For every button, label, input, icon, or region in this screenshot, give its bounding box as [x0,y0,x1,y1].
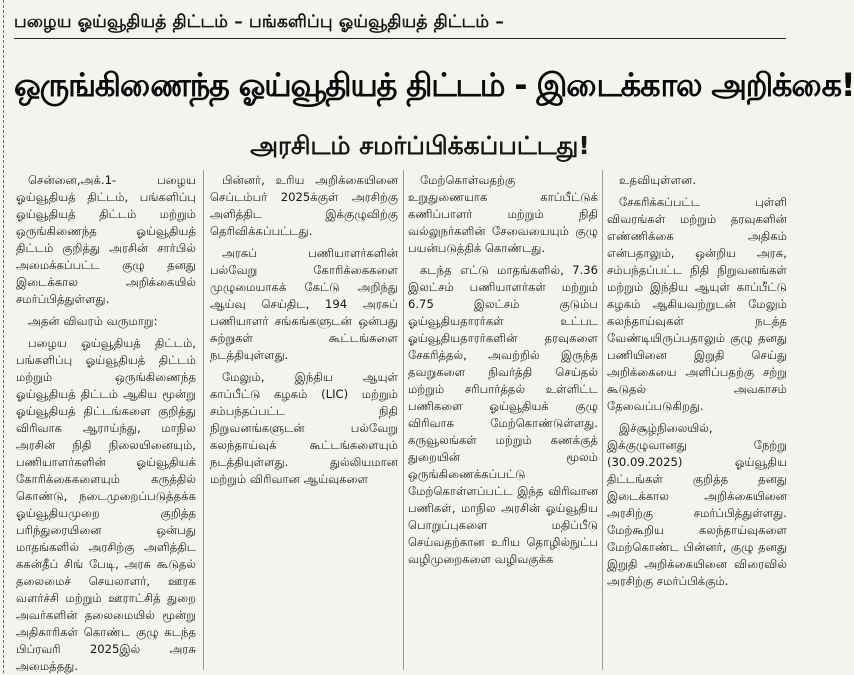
page-edge-dashes [3,0,4,673]
paragraph: சென்னை,அக்.1- பழைய ஓய்வூதியத் திட்டம், பங்களிப்பு ஓய்வூதியத் திட்டம் மற்றும் ஒருங்கிணைந்த ஓய்வூதியத் திட்டம் குறித்து அரசின் சார்பில் அமைக்கப்பட்ட குழு தனது இடைக்கால அறிக்கையில் சமர்ப்பித்துள்ளது. [16,173,196,306]
article-column-4 [607,172,787,662]
article-column-2 [210,172,398,662]
paragraph: பின்னர், உரிய அறிக்கையினை செப்டம்பர் 2025க்குள் அரசிற்கு அளித்திட இக்குழுவிற்கு தெரிவிக்கப்பட்டது. [210,173,398,238]
paragraph: உதவியுள்ளன. [619,173,697,187]
paragraph: அரசுப் பணியாளர்களின் பல்வேறு கோரிக்கைகளை முழுமையாகக் கேட்டு அறிந்து ஆய்வு செய்திட, 194 அரசுப் பணியாளர் சங்கங்களுடன் ஒன்பது சுற்றுகள் கூட்டங்களை நடத்தியுள்ளது. [210,246,398,362]
paragraph: கடந்த எட்டு மாதங்களில், 7.36 இலட்சம் பணியாளர்கள் மற்றும் 6.75 இலட்சம் குடும்ப ஓய்வூதியதாரர்கள் உட்பட ஓய்வூதியதாரர்களின் தரவுகளை சேகரித்தல், அவற்றில் இருந்த தவறுகளை நிவர்த்தி செய்தல் மற்றும் சரிபார்த்தல் உள்ளிட்ட பணிகளை ஓய்வூதியக் குழு விரிவாக மேற்கொண்டுள்ளது. கருவூலங்கள் மற்றும் கணக்குத் துறையின் மூலம் ஒருங்கிணைக்கப்பட்டு மேற்கொள்ளப்பட்ட இந்த விரிவான பணிகள், மாநில அரசின் ஓய்வூதிய பொறுப்புகளை மதிப்பீடு செய்வதற்கான உரிய தொழில்நுட்ப வழிமுறைகளை வழிவகுக்க [408,263,598,566]
column-rule [403,170,404,670]
paragraph: மேற்கொள்வதற்கு உறுதுணையாக காப்பீட்டுக் கணிப்பாளர் மற்றும் நிதி வல்லுநர்களின் சேவையையும் குழு பயன்படுத்திக் கொண்டது. [408,173,598,255]
paragraph: இச்சூழ்நிலையில், இக்குழுவானது நேற்று (30.09.2025) ஓய்வூதிய திட்டங்கள் குறித்த தனது இடைக்கால அறிக்கையினை அரசிற்கு சமர்ப்பித்துள்ளது. மேற்கூறிய கலந்தாய்வுகளை மேற்கொண்ட பின்னர், குழு தனது இறுதி அறிக்கையினை விரைவில் அரசிற்கு சமர்ப்பிக்கும். [607,421,787,588]
paragraph: சேகரிக்கப்பட்ட புள்ளி விவரங்கள் மற்றும் தரவுகளின் எண்ணிக்கை அதிகம் என்பதாலும், ஒன்றிய அரசு, சம்பந்தப்பட்ட நிதி நிறுவனங்கள் மற்றும் இந்திய ஆயுள் காப்பீட்டு கழகம் ஆகியவற்றுடன் மேலும் கலந்தாய்வுகள் நடத்த வேண்டியிருப்பதாலும் குழு தனது பணியினை இறுதி செய்து அறிக்கையை அளிப்பதற்கு சற்று கூடுதல் அவகாசம் தேவைப்படுகிறது. [607,195,787,413]
headline: ஒருங்கிணைந்த ஓய்வூதியத் திட்டம் - இடைக்கால அறிக்கை! [14,66,854,104]
paragraph: அதன் விவரம் வருமாறு: [28,314,158,328]
column-rule [602,170,603,670]
column-rule [203,170,204,670]
article-column-3 [408,172,598,662]
subheadline: அரசிடம் சமர்ப்பிக்கப்பட்டது! [250,131,590,160]
paragraph: பழைய ஓய்வூதியத் திட்டம், பங்களிப்பு ஓய்வூதியத் திட்டம் மற்றும் ஒருங்கிணைந்த ஓய்வூதியத் திட்டம் ஆகிய மூன்று ஓய்வூதியத் திட்டங்களை குறித்து விரிவாக ஆராய்ந்து, மாநில அரசின் நிதி நிலையினையும், பணியாளர்களின் ஓய்வூதியக் கோரிக்கைகளையும் கருத்தில் கொண்டு, நடைமுறைப்படுத்தக்க ஓய்வூதியமுறை குறித்த பரிந்துரையினை ஒன்பது மாதங்களில் அரசிற்கு அளித்திட ககன்தீப் சிங் பேடி, அரசு கூடுதல் தலைமைச் செயலாளர், ஊரக வளர்ச்சி மற்றும் ஊராட்சித் துறை அவர்களின் தலைமையில் மூன்று அதிகாரிகள் கொண்ட குழு கடந்த பிப்ரவரி 2025இல் அரசு அமைத்தது. [16,336,196,673]
article-column-1 [16,172,196,673]
kicker-line: பழைய ஓய்வூதியத் திட்டம் – பங்களிப்பு ஓய்வூதியத் திட்டம் – [14,12,786,39]
paragraph: மேலும், இந்திய ஆயுள் காப்பீட்டு கழகம் (LIC) மற்றும் சம்பந்தப்பட்ட நிதி நிறுவனங்களுடன் பல்வேறு கலந்தாய்வுக் கூட்டங்களையும் நடத்தியுள்ளது. துல்லியமான மற்றும் விரிவான ஆய்வுகளை [210,370,398,486]
